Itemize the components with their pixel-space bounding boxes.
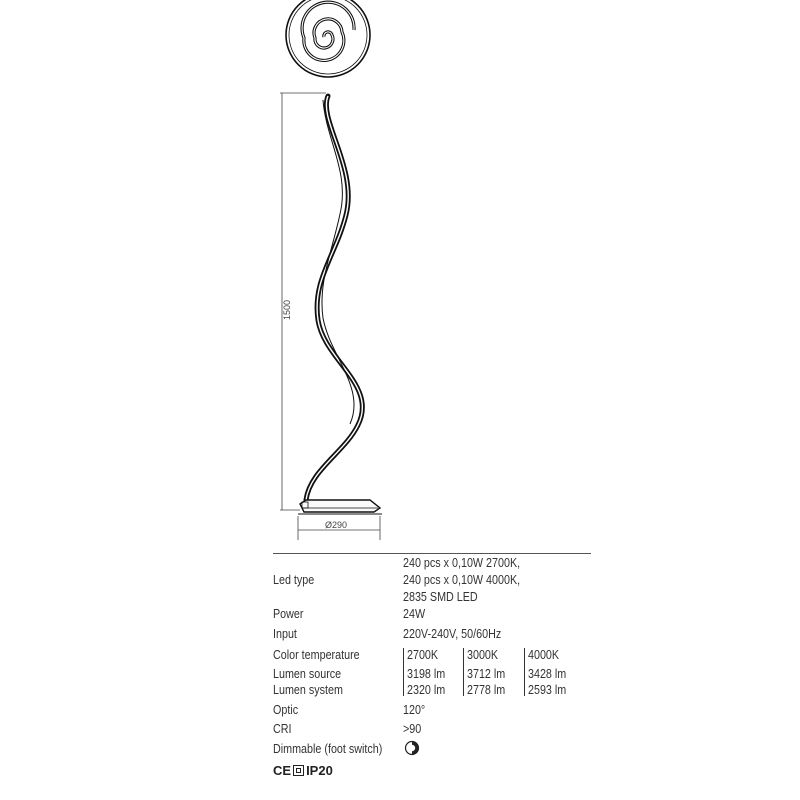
input-label: Input bbox=[273, 627, 297, 641]
class-ii-icon bbox=[293, 765, 304, 776]
power-value: 24W bbox=[403, 607, 426, 621]
lumen-source-4000: 3428 lm bbox=[528, 667, 567, 681]
optic-value: 120° bbox=[403, 703, 426, 717]
lamp-base bbox=[298, 500, 382, 514]
column-separator-3 bbox=[524, 648, 525, 696]
lumen-system-2700: 2320 lm bbox=[407, 683, 446, 697]
lumen-source-3000: 3712 lm bbox=[467, 667, 506, 681]
color-temperature-label: Color temperature bbox=[273, 648, 360, 662]
top-view-spiral bbox=[286, 0, 370, 77]
cri-label: CRI bbox=[273, 722, 292, 736]
lumen-system-3000: 2778 lm bbox=[467, 683, 506, 697]
color-temperature-2700: 2700K bbox=[407, 648, 439, 662]
optic-label: Optic bbox=[273, 703, 299, 717]
lamp-side-view bbox=[306, 96, 362, 500]
certification-marks bbox=[273, 763, 333, 778]
color-temperature-4000: 4000K bbox=[528, 648, 560, 662]
column-separator-2 bbox=[463, 648, 464, 696]
column-separator-1 bbox=[403, 648, 404, 696]
spec-divider bbox=[273, 553, 591, 554]
power-label: Power bbox=[273, 607, 304, 621]
ip-rating: IP20 bbox=[306, 763, 333, 778]
cri-value: >90 bbox=[403, 722, 422, 736]
lumen-system-4000: 2593 lm bbox=[528, 683, 567, 697]
diameter-label: Ø290 bbox=[324, 520, 348, 530]
dimmable-label: Dimmable (foot switch) bbox=[273, 742, 383, 756]
color-temperature-3000: 3000K bbox=[467, 648, 499, 662]
led-type-line-2: 240 pcs x 0,10W 4000K, bbox=[403, 573, 521, 587]
led-type-line-1: 240 pcs x 0,10W 2700K, bbox=[403, 556, 521, 570]
lumen-source-2700: 3198 lm bbox=[407, 667, 446, 681]
lumen-source-label: Lumen source bbox=[273, 667, 342, 681]
led-type-line-3: 2835 SMD LED bbox=[403, 590, 478, 604]
height-label: 1500 bbox=[282, 299, 292, 321]
led-type-label: Led type bbox=[273, 573, 315, 587]
ce-mark-icon: CE bbox=[273, 763, 292, 778]
input-value: 220V-240V, 50/60Hz bbox=[403, 627, 502, 641]
lumen-system-label: Lumen system bbox=[273, 683, 343, 697]
dimmer-icon bbox=[404, 740, 420, 756]
